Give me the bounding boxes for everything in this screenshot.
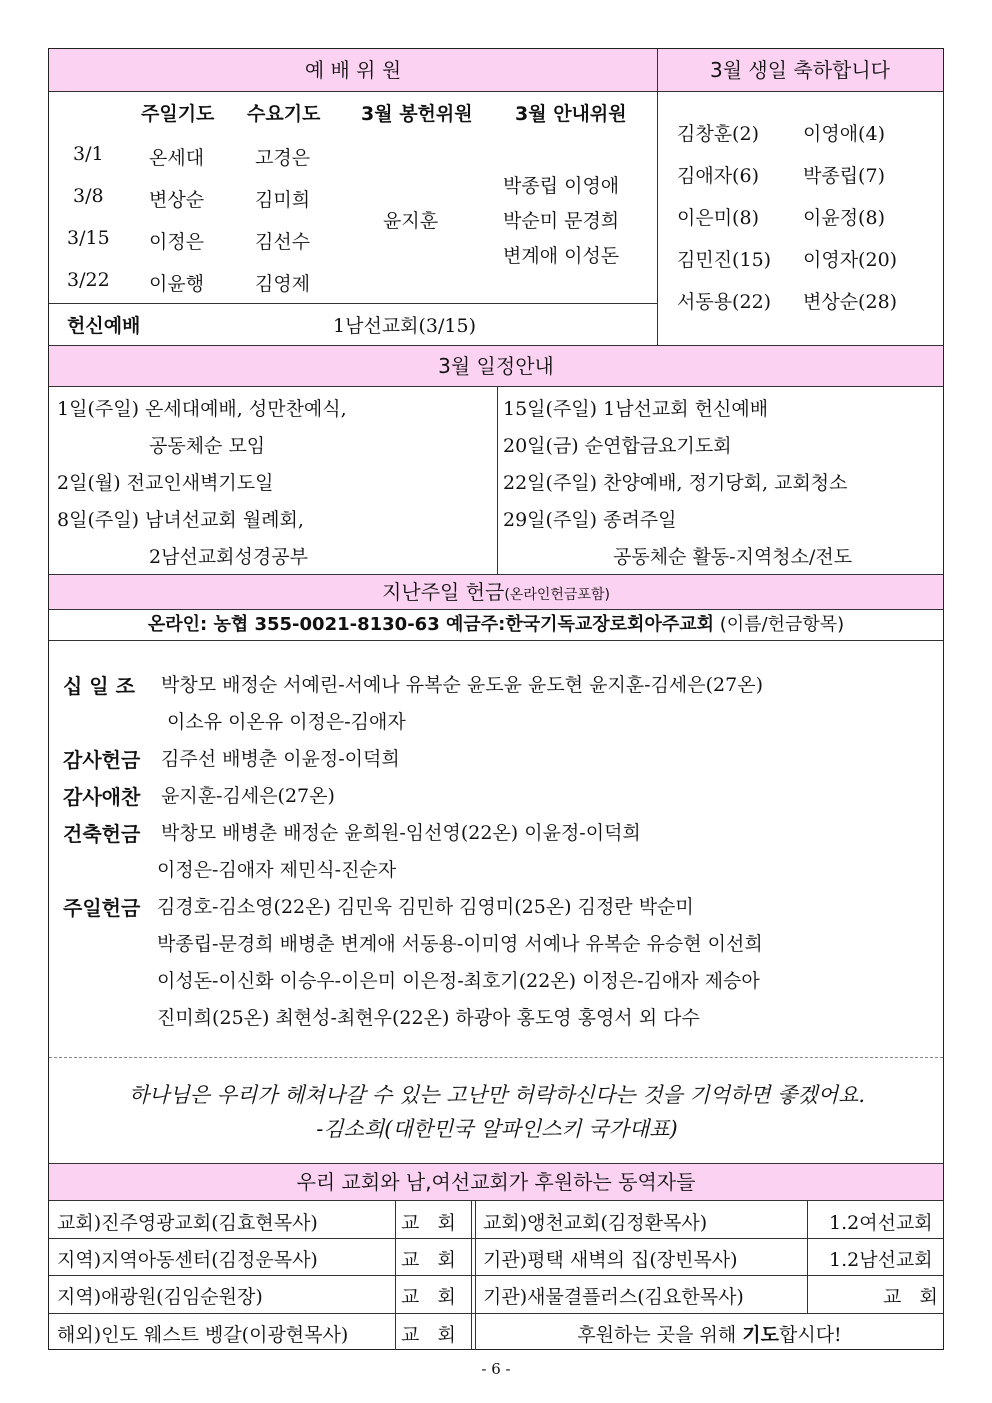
supported-ministry: 기관)평택 새벽의 집(장빈목사)	[483, 1249, 738, 1271]
dedication-value: 1남선교회(3/15)	[333, 315, 476, 337]
schedule-header: 3월 일정안내	[49, 346, 943, 386]
schedule-item: 8일(주일) 남녀선교회 월례회,	[57, 509, 304, 531]
date: 3/22	[67, 269, 110, 291]
schedule-item: 1일(주일) 온세대예배, 성만찬예식,	[57, 398, 347, 420]
offering-member: 윤지훈	[383, 210, 439, 232]
worship-committee-header: 예 배 위 원	[49, 49, 657, 91]
offering-names: 김경호-김소영(22온) 김민욱 김민하 김영미(25온) 김정란 박순미	[157, 896, 694, 918]
sunday-prayer: 이윤행	[149, 273, 205, 295]
sponsor: 교 회	[401, 1212, 456, 1234]
schedule-item: 공동체순 활동-지역청소/전도	[613, 546, 853, 568]
offering-names: 이성돈-이신화 이승우-이은미 이은정-최호기(22온) 이정은-김애자 제승아	[157, 970, 760, 992]
schedule-item: 29일(주일) 종려주일	[503, 509, 677, 531]
offering-names: 김주선 배병춘 이윤정-이덕희	[161, 748, 400, 770]
schedule-item: 22일(주일) 찬양예배, 정기당회, 교회청소	[503, 472, 848, 494]
birthday-header: 3월 생일 축하합니다	[657, 49, 943, 91]
schedule-item: 15일(주일) 1남선교회 헌신예배	[503, 398, 769, 420]
sunday-offering-label: 주일헌금	[63, 896, 141, 920]
col-wed-prayer: 수요기도	[247, 103, 321, 125]
quote-text: 하나님은 우리가 헤쳐나갈 수 있는 고난만 허락하신다는 것을 기억하면 좋겠어요.	[128, 1083, 866, 1107]
offering-names: 이소유 이온유 이정은-김애자	[167, 711, 406, 733]
schedule-item: 공동체순 모임	[149, 435, 266, 457]
sponsor: 1.2남선교회	[829, 1249, 933, 1271]
closing-text-end: 합시다!	[778, 1324, 842, 1346]
date: 3/15	[67, 227, 110, 249]
birthday-item: 김애자(6)	[677, 165, 759, 187]
guide-line: 변계애 이성돈	[503, 245, 620, 267]
thanks-meal-label: 감사애찬	[63, 785, 141, 809]
support-header: 우리 교회와 남,여선교회가 후원하는 동역자들	[49, 1164, 943, 1200]
closing-text: 후원하는 곳을 위해	[577, 1324, 743, 1346]
page-number: - 6 -	[481, 1360, 511, 1378]
birthday-item: 이윤정(8)	[803, 207, 885, 229]
offering-header-sub: (온라인헌금포함)	[504, 587, 610, 603]
closing-prayer-note	[476, 1320, 943, 1347]
date: 3/8	[73, 185, 104, 207]
sponsor: 교 회	[401, 1286, 456, 1308]
bulletin-page	[48, 48, 944, 1350]
birthday-item: 이영애(4)	[803, 123, 885, 145]
supported-ministry: 기관)새물결플러스(김요한목사)	[483, 1286, 744, 1308]
date: 3/1	[73, 143, 104, 165]
online-account-number: 온라인: 농협 355-0021-8130-63 예금주:한국기독교장로회아주교회	[147, 614, 714, 635]
supported-ministry: 해외)인도 웨스트 벵갈(이광현목사)	[57, 1324, 349, 1346]
sponsor: 교 회	[401, 1324, 456, 1346]
guide-line: 박순미 문경희	[503, 210, 620, 232]
wed-prayer: 김미희	[255, 189, 311, 211]
sunday-prayer: 이정은	[149, 231, 205, 253]
offering-names: 이정은-김애자 제민식-진순자	[157, 859, 397, 881]
thanks-offering-label: 감사헌금	[63, 748, 141, 772]
supported-ministry: 교회)진주영광교회(김효현목사)	[57, 1212, 318, 1234]
birthday-item: 김창훈(2)	[677, 123, 759, 145]
wed-prayer: 김영제	[255, 273, 311, 295]
offering-names: 진미희(25온) 최현성-최현우(22온) 하광아 홍도영 홍영서 외 다수	[157, 1007, 700, 1029]
offering-names: 박창모 배정순 서예린-서예나 유복순 윤도윤 윤도현 윤지훈-김세은(27온)	[161, 674, 763, 696]
offering-header-title: 지난주일 헌금	[382, 580, 505, 604]
sunday-prayer: 변상순	[149, 189, 205, 211]
birthday-item: 김민진(15)	[677, 249, 772, 271]
schedule-item: 2일(월) 전교인새벽기도일	[57, 472, 274, 494]
birthday-item: 박종립(7)	[803, 165, 885, 187]
offering-header	[49, 575, 943, 609]
wed-prayer: 고경은	[255, 147, 311, 169]
tithe-label: 십 일 조	[63, 674, 135, 698]
sponsor: 교 회	[883, 1286, 938, 1308]
offering-names: 박창모 배병춘 배정순 윤희원-임선영(22온) 이윤정-이덕희	[161, 822, 641, 844]
birthday-item: 이영자(20)	[803, 249, 898, 271]
online-account-note: (이름/헌금항목)	[714, 614, 845, 635]
sponsor: 교 회	[401, 1249, 456, 1271]
building-offering-label: 건축헌금	[63, 822, 141, 846]
closing-emphasis: 기도	[742, 1324, 779, 1346]
supported-ministry: 지역)지역아동센터(김정운목사)	[57, 1249, 318, 1271]
supported-ministry: 교회)앵천교회(김정환목사)	[483, 1212, 708, 1234]
sunday-prayer: 온세대	[149, 147, 205, 169]
dedication-label: 헌신예배	[67, 315, 141, 337]
supported-ministry: 지역)애광원(김임순원장)	[57, 1286, 263, 1308]
birthday-item: 이은미(8)	[677, 207, 759, 229]
birthday-item: 서동용(22)	[677, 291, 772, 313]
guide-line: 박종립 이영애	[503, 175, 620, 197]
schedule-item: 2남선교회성경공부	[149, 546, 308, 568]
quote-author: -김소희(대한민국 알파인스키 국가대표)	[316, 1117, 678, 1141]
schedule-item: 20일(금) 순연합금요기도회	[503, 435, 732, 457]
sponsor: 1.2여선교회	[829, 1212, 933, 1234]
col-sunday-prayer: 주일기도	[141, 103, 215, 125]
offering-names: 박종립-문경희 배병춘 변계애 서동용-이미영 서예나 유복순 유승현 이선희	[157, 933, 763, 955]
offering-names: 윤지훈-김세은(27온)	[161, 785, 335, 807]
birthday-item: 변상순(28)	[803, 291, 898, 313]
col-offering-committee: 3월 봉헌위원	[361, 103, 473, 125]
wed-prayer: 김선수	[255, 231, 311, 253]
col-guide-committee: 3월 안내위원	[515, 103, 627, 125]
online-account	[49, 610, 943, 640]
